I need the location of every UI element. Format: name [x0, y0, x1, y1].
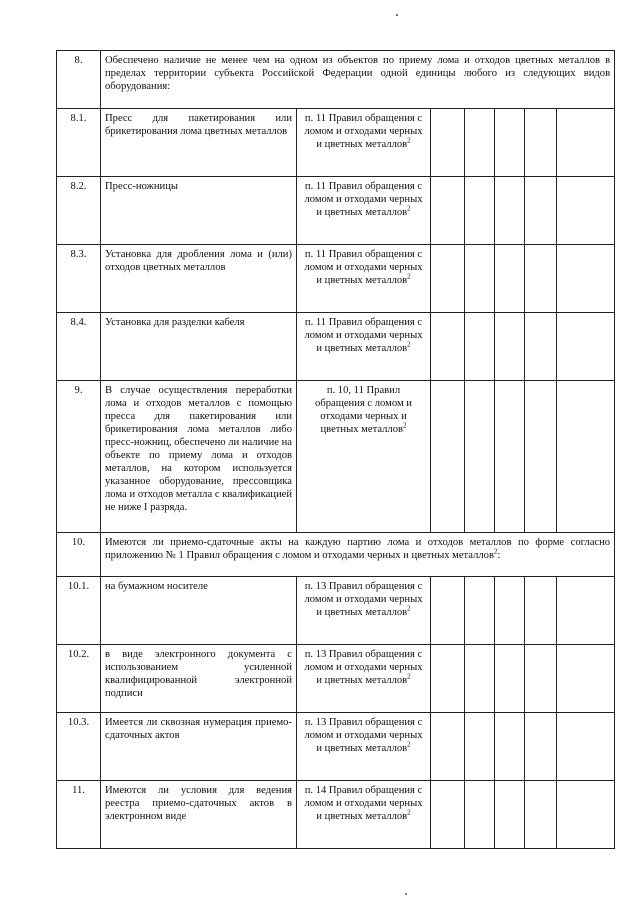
row-number: 10.1.: [57, 577, 101, 645]
row-number: 8.: [57, 51, 101, 109]
answer-cell: [465, 245, 495, 313]
answer-cell: [431, 577, 465, 645]
footnote-marker: 2: [407, 272, 411, 281]
answer-cell: [465, 645, 495, 713]
row-question: В случае осуществления переработки лома и отходов металлов с помощью пресса для пакетирования или брикетирования лома металлов либо пресс-ножниц, обеспечено ли наличие на объекте по приему лома и отходов металлов, на котором используется указанное оборудование, прессовщика лома и отходов металла с квалификацией не ниже I разряда.: [101, 381, 297, 533]
row-question: Имеются ли условия для ведения реестра приемо-сдаточных актов в электронном виде: [101, 781, 297, 849]
footnote-marker: 2: [407, 808, 411, 817]
row-number: 10.: [57, 533, 101, 577]
row-question: Установка для дробления лома и (или) отходов цветных металлов: [101, 245, 297, 313]
row-number: 10.2.: [57, 645, 101, 713]
table-row: [57, 577, 615, 645]
answer-cell: [431, 313, 465, 381]
table-row: [57, 381, 615, 533]
answer-cell: [495, 645, 525, 713]
answer-cell: [465, 313, 495, 381]
row-number: 9.: [57, 381, 101, 533]
row-legal-reference: п. 11 Правил обращения с ломом и отходами черных и цветных металлов$^2$: [297, 245, 431, 313]
answer-cell: [431, 781, 465, 849]
row-question: Обеспечено наличие не менее чем на одном из объектов по приему лома и отходов цветных металлов в пределах территории субъекта Российской Федерации одной единицы любого из следующих видов оборудования:: [101, 51, 615, 109]
row-legal-reference: п. 11 Правил обращения с ломом и отходами черных и цветных металлов$^2$: [297, 109, 431, 177]
table-row: [57, 51, 615, 109]
row-number: 11.: [57, 781, 101, 849]
scan-speck: [405, 893, 407, 895]
answer-cell: [465, 577, 495, 645]
answer-cell: [557, 577, 615, 645]
footnote-marker: 2: [493, 547, 498, 556]
footnote-marker: 2: [403, 421, 407, 430]
row-question: на бумажном носителе: [101, 577, 297, 645]
row-number: 8.4.: [57, 313, 101, 381]
answer-cell: [495, 381, 525, 533]
footnote-marker: 2: [407, 136, 411, 145]
answer-cell: [557, 713, 615, 781]
answer-cell: [557, 781, 615, 849]
table-row: [57, 109, 615, 177]
answer-cell: [557, 645, 615, 713]
answer-cell: [495, 781, 525, 849]
row-legal-reference: п. 13 Правил обращения с ломом и отходами черных и цветных металлов$^2$: [297, 645, 431, 713]
answer-cell: [465, 713, 495, 781]
answer-cell: [557, 245, 615, 313]
answer-cell: [465, 781, 495, 849]
row-legal-reference: п. 13 Правил обращения с ломом и отходами черных и цветных металлов$^2$: [297, 713, 431, 781]
scan-speck: [396, 14, 398, 16]
answer-cell: [525, 381, 557, 533]
table-row: [57, 645, 615, 713]
row-number: 10.3.: [57, 713, 101, 781]
table-row: [57, 781, 615, 849]
checklist-table: [56, 50, 615, 849]
row-legal-reference: п. 14 Правил обращения с ломом и отходами черных и цветных металлов$^2$: [297, 781, 431, 849]
answer-cell: [525, 177, 557, 245]
answer-cell: [525, 313, 557, 381]
answer-cell: [525, 781, 557, 849]
table-row: [57, 713, 615, 781]
answer-cell: [431, 381, 465, 533]
answer-cell: [495, 313, 525, 381]
row-question: в виде электронного документа с использованием усиленной квалифицированной электронной подписи: [101, 645, 297, 713]
answer-cell: [557, 381, 615, 533]
answer-cell: [465, 109, 495, 177]
footnote-marker: 2: [407, 740, 411, 749]
answer-cell: [465, 177, 495, 245]
answer-cell: [557, 313, 615, 381]
table-row: [57, 177, 615, 245]
answer-cell: [431, 713, 465, 781]
row-number: 8.2.: [57, 177, 101, 245]
row-question: Имеется ли сквозная нумерация приемо-сдаточных актов: [101, 713, 297, 781]
answer-cell: [431, 109, 465, 177]
footnote-marker: 2: [407, 204, 411, 213]
row-number: 8.3.: [57, 245, 101, 313]
row-question: Имеются ли приемо-сдаточные акты на каждую партию лома и отходов металлов по форме согласно приложению № 1 Правил обращения с ломом и отходами черных и цветных металлов$^2$:: [101, 533, 615, 577]
answer-cell: [525, 245, 557, 313]
answer-cell: [431, 645, 465, 713]
answer-cell: [557, 109, 615, 177]
footnote-marker: 2: [407, 604, 411, 613]
answer-cell: [525, 109, 557, 177]
answer-cell: [525, 645, 557, 713]
answer-cell: [557, 177, 615, 245]
footnote-marker: 2: [407, 340, 411, 349]
row-number: 8.1.: [57, 109, 101, 177]
row-question: Пресс для пакетирования или брикетирования лома цветных металлов: [101, 109, 297, 177]
answer-cell: [495, 245, 525, 313]
answer-cell: [495, 177, 525, 245]
table-row: [57, 533, 615, 577]
table-row: [57, 313, 615, 381]
row-question: Пресс-ножницы: [101, 177, 297, 245]
answer-cell: [525, 577, 557, 645]
table-row: [57, 245, 615, 313]
answer-cell: [495, 109, 525, 177]
row-legal-reference: п. 11 Правил обращения с ломом и отходами черных и цветных металлов$^2$: [297, 313, 431, 381]
row-question: Установка для разделки кабеля: [101, 313, 297, 381]
row-legal-reference: п. 11 Правил обращения с ломом и отходами черных и цветных металлов$^2$: [297, 177, 431, 245]
footnote-marker: 2: [407, 672, 411, 681]
answer-cell: [525, 713, 557, 781]
answer-cell: [495, 713, 525, 781]
answer-cell: [495, 577, 525, 645]
row-legal-reference: п. 10, 11 Правил обращения с ломом и отходами черных и цветных металлов$^2$: [297, 381, 431, 533]
answer-cell: [431, 177, 465, 245]
answer-cell: [431, 245, 465, 313]
row-legal-reference: п. 13 Правил обращения с ломом и отходами черных и цветных металлов$^2$: [297, 577, 431, 645]
answer-cell: [465, 381, 495, 533]
